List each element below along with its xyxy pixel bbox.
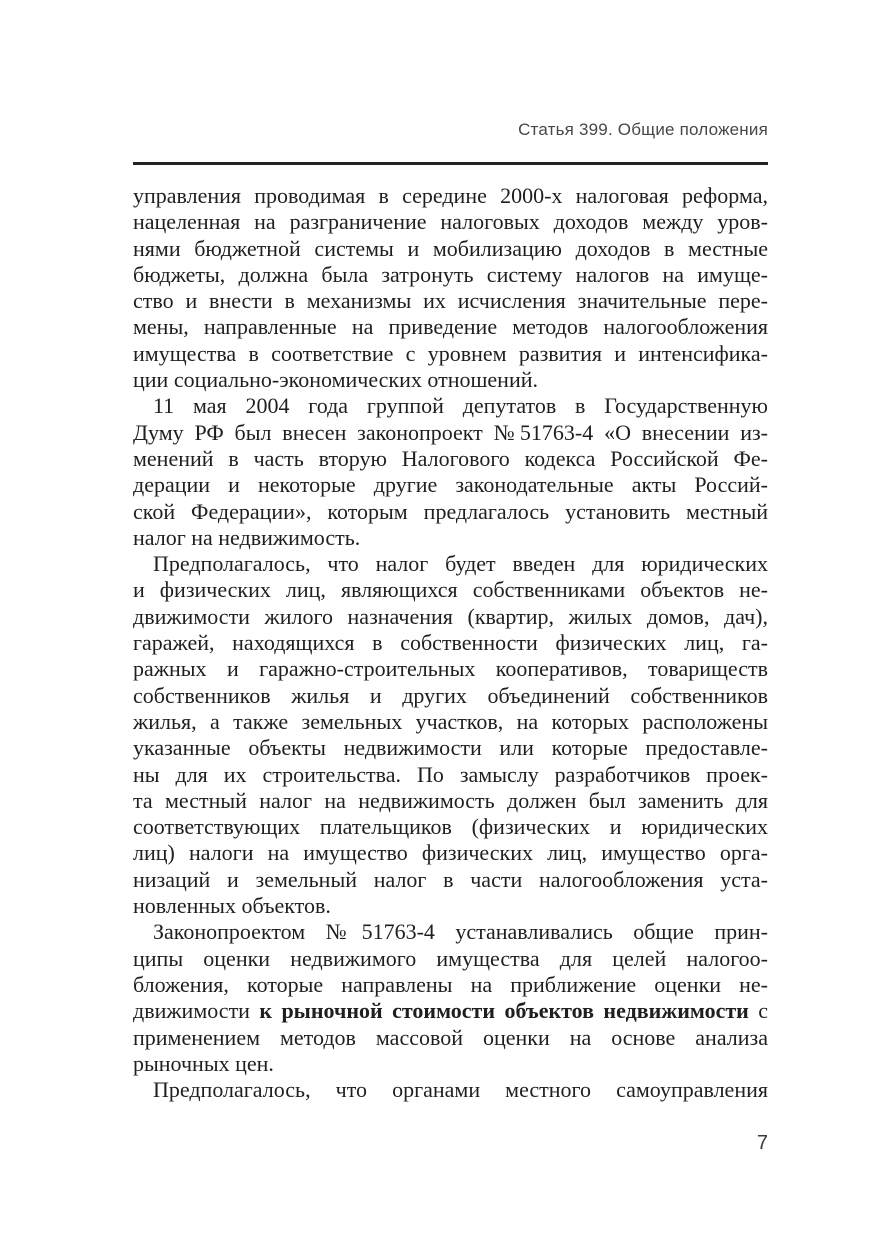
header-rule <box>133 162 768 165</box>
text-line <box>133 236 768 262</box>
text-line <box>133 209 768 235</box>
text-segment: ны для их строительства. По замыслу разработчиков проек- <box>133 761 768 787</box>
text-line <box>133 314 768 340</box>
text-segment: соответствующих плательщиков (физических и юридических <box>133 814 768 840</box>
text-segment: налог на недвижимость. <box>133 524 361 550</box>
paragraph <box>133 551 768 919</box>
text-line <box>133 683 768 709</box>
text-segment: низаций и земельный налог в части налогообложения уста- <box>133 866 768 892</box>
text-line <box>133 946 768 972</box>
text-line <box>133 919 768 945</box>
text-segment: менений в часть вторую Налогового кодекса Российской Фе- <box>133 445 768 471</box>
text-segment: жилья, а также земельных участков, на которых расположены <box>133 708 768 734</box>
text-segment: собственников жилья и других объединений собственников <box>133 682 768 708</box>
text-segment: 11 мая 2004 года группой депутатов в Государственную <box>153 393 768 419</box>
text-segment: Предполагалось, что налог будет введен для юридических <box>153 551 768 577</box>
text-segment: нями бюджетной системы и мобилизацию доходов в местные <box>133 235 768 261</box>
paragraph <box>133 393 768 551</box>
text-segment: ство и внести в механизмы их исчисления значительные пере- <box>133 288 768 314</box>
paragraph <box>133 183 768 393</box>
text-line <box>133 446 768 472</box>
text-segment: гаражей, находящихся в собственности физических лиц, га- <box>133 630 768 656</box>
text-line <box>133 1051 768 1077</box>
text-segment: ции социально-экономических отношений. <box>133 367 538 393</box>
text-segment: ципы оценки недвижимого имущества для целей налогоо- <box>133 945 768 971</box>
text-line <box>133 867 768 893</box>
text-line <box>133 1025 768 1051</box>
running-header: Статья 399. Общие положения <box>518 120 768 139</box>
text-segment: с <box>748 998 769 1024</box>
text-segment: ражных и гаражно-строительных кооперативов, товариществ <box>133 656 768 682</box>
text-segment: та местный налог на недвижимость должен был заменить для <box>133 787 768 813</box>
text-segment: ской Федерации», которым предлагалось установить местный <box>133 498 768 524</box>
text-segment: рыночных цен. <box>133 1050 274 1076</box>
paragraph <box>133 1077 768 1103</box>
text-line <box>133 420 768 446</box>
text-segment: бюджеты, должна была затронуть систему налогов на имуще- <box>133 261 768 287</box>
text-segment: бложения, которые направлены на приближение оценки не- <box>133 971 768 997</box>
text-line <box>133 551 768 577</box>
text-line <box>133 472 768 498</box>
text-segment: применением методов массовой оценки на основе анализа <box>133 1024 768 1050</box>
text-segment: Предполагалось, что органами местного самоуправления <box>153 1077 768 1103</box>
text-line <box>133 341 768 367</box>
text-line <box>133 604 768 630</box>
text-line <box>133 525 768 551</box>
text-line <box>133 656 768 682</box>
text-segment: имущества в соответствие с уровнем развития и интенсифика- <box>133 340 768 366</box>
text-line <box>133 367 768 393</box>
text-segment: мены, направленные на приведение методов налогообложения <box>133 314 768 340</box>
text-line <box>133 183 768 209</box>
text-segment: управления проводимая в середине 2000-х налоговая реформа, <box>133 183 768 208</box>
text-line <box>133 840 768 866</box>
text-line <box>133 762 768 788</box>
text-line <box>133 499 768 525</box>
text-segment: лиц) налоги на имущество физических лиц, имущество орга- <box>133 840 768 866</box>
text-line <box>133 577 768 603</box>
text-line <box>133 288 768 314</box>
paragraph <box>133 919 768 1077</box>
text-segment: указанные объекты недвижимости или которые предоставле- <box>133 735 768 761</box>
text-line <box>133 709 768 735</box>
text-segment: движимости <box>133 998 260 1024</box>
text-line <box>133 262 768 288</box>
text-segment: движимости жилого назначения (квартир, жилых домов, дач), <box>133 603 768 629</box>
text-line <box>133 893 768 919</box>
text-segment: дерации и некоторые другие законодательные акты Россий- <box>133 472 768 498</box>
text-segment: Законопроектом №51763-4 устанавливались общие прин- <box>153 919 768 945</box>
text-segment: нацеленная на разграничение налоговых доходов между уров- <box>133 209 768 235</box>
page-number: 7 <box>756 1132 768 1154</box>
text-segment: новленных объектов. <box>133 893 331 919</box>
text-segment: Думу РФ был внесен законопроект №51763-4 «О внесении из- <box>133 419 768 445</box>
text-line <box>133 630 768 656</box>
text-line <box>133 998 768 1024</box>
text-line <box>133 972 768 998</box>
text-line <box>133 788 768 814</box>
text-line <box>133 735 768 761</box>
text-segment: и физических лиц, являющихся собственниками объектов не- <box>133 577 768 603</box>
bold-text-segment: к рыночной стоимости объектов недвижимости <box>259 998 749 1024</box>
page-body <box>133 183 768 1103</box>
text-line <box>133 1077 768 1103</box>
text-line <box>133 814 768 840</box>
text-line <box>133 393 768 419</box>
